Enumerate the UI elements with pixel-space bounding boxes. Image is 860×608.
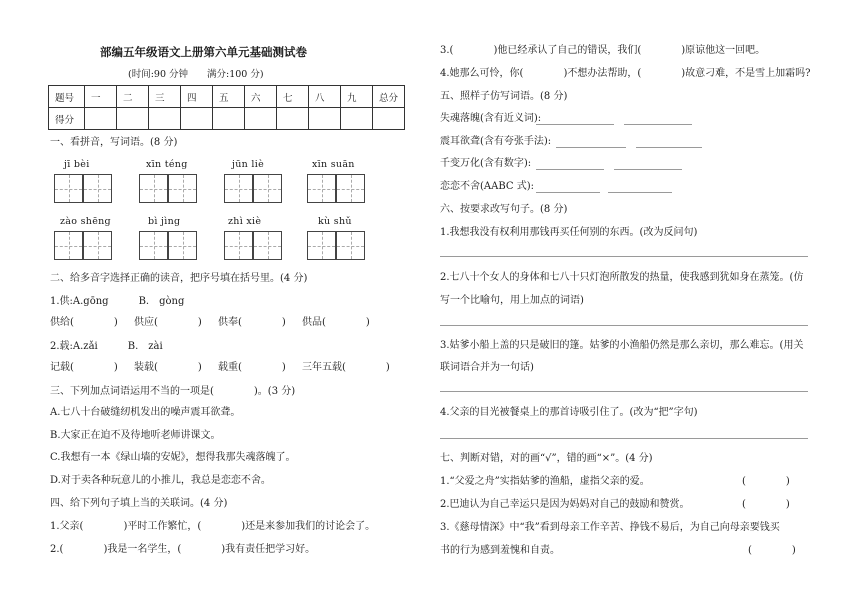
pinyin-label: zhì xiè — [228, 216, 262, 227]
section-3-heading: 三、下列加点词语运用不当的一项是( )。(3 分) — [50, 386, 296, 397]
answer-line[interactable] — [624, 124, 692, 125]
answer-line[interactable] — [440, 256, 808, 257]
tianzige-box[interactable] — [336, 174, 365, 203]
conjunction-question[interactable]: 1.父亲( )平时工作繁忙，( )还是来参加我们的讨论会了。 — [50, 521, 376, 532]
exam-time-info: (时间:90 分钟 满分:100 分) — [128, 69, 264, 80]
choice-option[interactable]: B.大家正在迫不及待地听老师讲课文。 — [50, 430, 221, 441]
answer-line[interactable] — [536, 192, 600, 193]
score-input-cell[interactable] — [373, 108, 405, 130]
score-input-cell[interactable] — [85, 108, 117, 130]
tianzige-box[interactable] — [224, 231, 253, 260]
score-input-cell[interactable] — [181, 108, 213, 130]
rewrite-question-2-cont: 写一个比喻句，用上加点的词语) — [440, 295, 584, 306]
pinyin-label: zào shēng — [60, 216, 111, 227]
exam-title: 部编五年级语文上册第六单元基础测试卷 — [100, 45, 307, 59]
polyphone-word[interactable]: 装载( ) — [134, 362, 202, 373]
section-5-heading: 五、照样子仿写词语。(8 分) — [440, 91, 568, 102]
score-table-score-row — [49, 108, 405, 130]
section-1-heading: 一、看拼音，写词语。(8 分) — [50, 137, 178, 148]
answer-line[interactable] — [608, 192, 672, 193]
tianzige-box[interactable] — [139, 231, 168, 260]
rewrite-question-1: 1.我想我没有权利用那钱再买任何别的东西。(改为反问句) — [440, 227, 698, 238]
score-cell: 三 — [149, 86, 181, 108]
tianzige-box[interactable] — [307, 231, 336, 260]
pinyin-label: xīn suān — [312, 159, 355, 170]
pinyin-label: jī bèi — [64, 159, 90, 170]
imitation-prompt: 恋恋不舍(AABC 式): — [440, 181, 534, 192]
choice-option[interactable]: C.我想有一本《绿山墙的安妮》，想得我那失魂落魄了。 — [50, 452, 296, 463]
polyphone-word[interactable]: 供奉( ) — [218, 317, 286, 328]
judge-question-3: 3.《慈母情深》中“我”看到母亲工作辛苦、挣钱不易后，为自己向母亲要钱买 — [440, 522, 780, 533]
score-cell: 得分 — [49, 108, 85, 130]
judge-answer-paren[interactable]: ( ) — [742, 499, 790, 510]
score-cell: 五 — [213, 86, 245, 108]
tianzige-box[interactable] — [307, 174, 336, 203]
tianzige-box[interactable] — [224, 174, 253, 203]
choice-option[interactable]: A.七八十台破缝纫机发出的噪声震耳欲聋。 — [50, 407, 241, 418]
pinyin-label: kù shǔ — [318, 216, 352, 227]
score-cell: 二 — [117, 86, 149, 108]
score-input-cell[interactable] — [341, 108, 373, 130]
pinyin-label: jūn liè — [232, 159, 265, 170]
score-input-cell[interactable] — [277, 108, 309, 130]
rewrite-question-3: 3.姑爹小船上盖的只是破旧的篷。姑爹的小渔船仍然是那么亲切，那么难忘。(用关 — [440, 340, 804, 351]
score-input-cell[interactable] — [245, 108, 277, 130]
imitation-prompt: 千变万化(含有数字): — [440, 158, 532, 169]
score-input-cell[interactable] — [149, 108, 181, 130]
rewrite-question-2: 2.七八十个女人的身体和七八十只灯泡所散发的热量，使我感到犹如身在蒸笼。(仿 — [440, 272, 804, 283]
tianzige-box[interactable] — [83, 231, 112, 260]
answer-line[interactable] — [440, 325, 808, 326]
tianzige-box[interactable] — [139, 174, 168, 203]
answer-line[interactable] — [536, 124, 614, 125]
polyphone-word[interactable]: 供给( ) — [50, 317, 118, 328]
section-4-heading: 四、给下列句子填上当的关联词。(4 分) — [50, 498, 228, 509]
answer-line[interactable] — [636, 147, 702, 148]
tianzige-box[interactable] — [54, 174, 83, 203]
tianzige-box[interactable] — [54, 231, 83, 260]
score-input-cell[interactable] — [213, 108, 245, 130]
score-input-cell[interactable] — [309, 108, 341, 130]
answer-line[interactable] — [556, 147, 626, 148]
score-cell: 一 — [85, 86, 117, 108]
score-cell: 四 — [181, 86, 213, 108]
conjunction-question[interactable]: 4.她那么可怜，你( )不想办法帮助，( )故意刁难，不是雪上加霜吗? — [440, 68, 811, 79]
score-table-header-row — [49, 86, 405, 108]
answer-line[interactable] — [536, 169, 604, 170]
judge-question-3-cont: 书的行为感到羞愧和自责。 — [440, 545, 560, 556]
polyphone-word[interactable]: 记载( ) — [50, 362, 118, 373]
conjunction-question[interactable]: 3.( )他已经承认了自己的错误，我们( )原谅他这一回吧。 — [440, 45, 766, 56]
answer-line[interactable] — [614, 169, 682, 170]
polyphone-word[interactable]: 载重( ) — [218, 362, 286, 373]
section-7-heading: 七、判断对错，对的画“√”，错的画“×”。(4 分) — [440, 453, 653, 464]
conjunction-question[interactable]: 2.( )我是一名学生，( )我有责任把学习好。 — [50, 544, 316, 555]
rewrite-question-3-cont: 联词语合并为一句话) — [440, 362, 534, 373]
tianzige-box[interactable] — [83, 174, 112, 203]
choice-option[interactable]: D.对于卖各种玩意儿的小推儿，我总是恋恋不舍。 — [50, 475, 271, 486]
score-cell: 六 — [245, 86, 277, 108]
judge-question-2: 2.巴迪认为自己幸运只是因为妈妈对自己的鼓励和赞赏。 — [440, 499, 690, 510]
pinyin-label: bì jìng — [148, 216, 181, 227]
judge-answer-paren[interactable]: ( ) — [742, 476, 790, 487]
section-6-heading: 六、按要求改写句子。(8 分) — [440, 204, 568, 215]
polyphone-word[interactable]: 供应( ) — [134, 317, 202, 328]
score-input-cell[interactable] — [117, 108, 149, 130]
tianzige-box[interactable] — [168, 174, 197, 203]
answer-line[interactable] — [440, 438, 808, 439]
imitation-prompt: 失魂落魄(含有近义词): — [440, 113, 542, 124]
polyphone-word[interactable]: 供品( ) — [302, 317, 370, 328]
score-cell: 总分 — [373, 86, 405, 108]
tianzige-box[interactable] — [168, 231, 197, 260]
score-cell: 九 — [341, 86, 373, 108]
polyphone-word[interactable]: 三年五载( ) — [302, 362, 390, 373]
imitation-prompt: 震耳欲聋(含有夸张手法): — [440, 136, 552, 147]
judge-question-1: 1.“父爱之舟”实指姑爹的渔船，虚指父亲的爱。 — [440, 476, 650, 487]
tianzige-box[interactable] — [253, 231, 282, 260]
answer-line[interactable] — [440, 391, 808, 392]
score-table — [48, 85, 405, 130]
tianzige-box[interactable] — [253, 174, 282, 203]
score-cell: 七 — [277, 86, 309, 108]
tianzige-box[interactable] — [336, 231, 365, 260]
polyphone-question-1: 1.供:A.gōng B. gòng — [50, 296, 185, 307]
polyphone-question-2: 2.载:A.zǎi B. zài — [50, 341, 163, 352]
score-cell: 八 — [309, 86, 341, 108]
judge-answer-paren[interactable]: ( ) — [748, 545, 796, 556]
section-2-heading: 二、给多音字选择正确的读音，把序号填在括号里。(4 分) — [50, 273, 308, 284]
score-cell: 题号 — [49, 86, 85, 108]
rewrite-question-4: 4.父亲的目光被餐桌上的那首诗吸引住了。(改为“把”字句) — [440, 407, 698, 418]
pinyin-label: xīn téng — [146, 159, 188, 170]
